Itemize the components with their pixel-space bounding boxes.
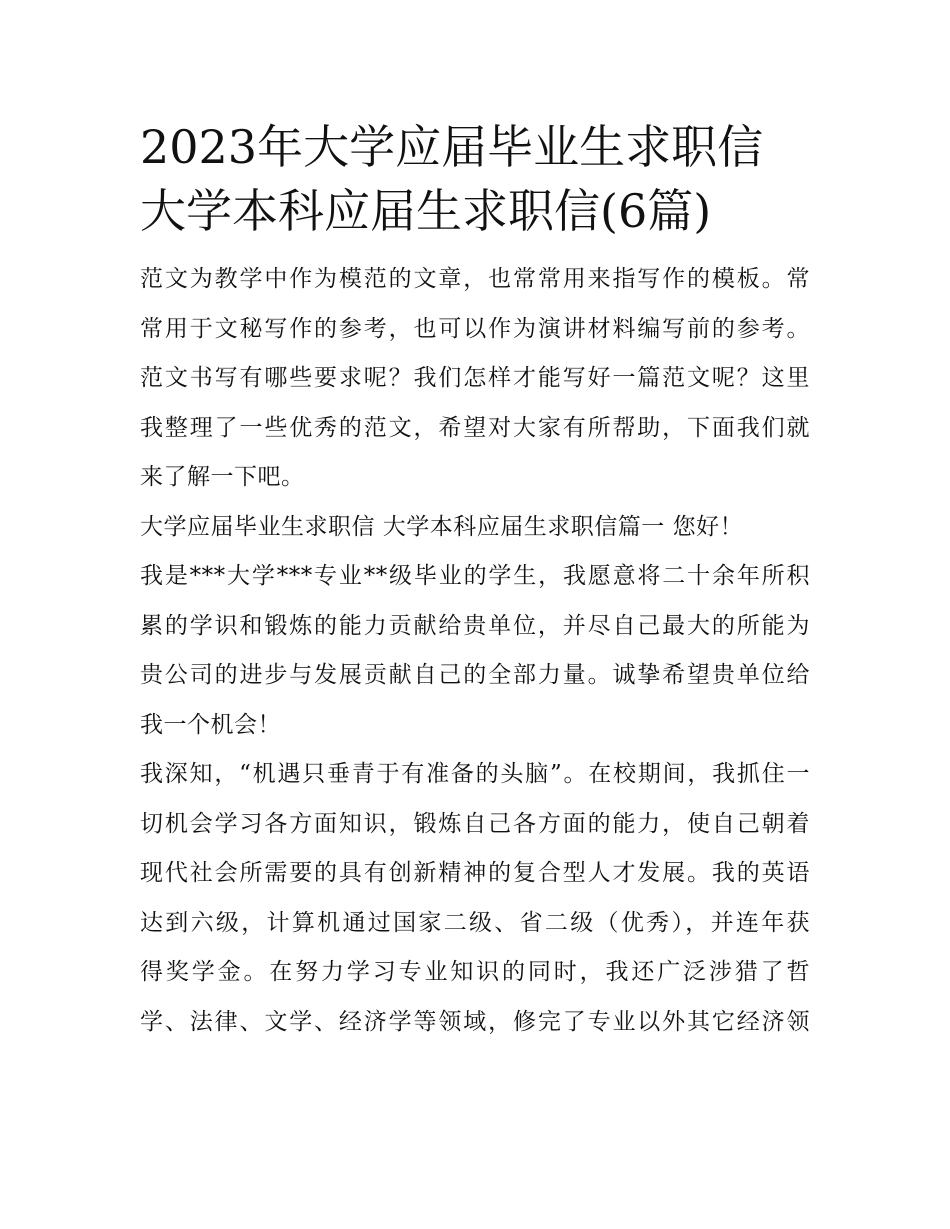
document-page — [140, 115, 810, 1047]
paragraph-line: 学、法律、文学、经济学等领域，修完了专业以外其它经济领 — [140, 1008, 810, 1035]
paragraph-line: 达到六级，计算机通过国家二级、省二级（优秀），并连年获 — [140, 909, 810, 936]
paragraph-line: 切机会学习各方面知识，锻炼自己各方面的能力，使自己朝着 — [140, 810, 810, 837]
paragraph-line: 我一个机会！ — [140, 711, 281, 738]
paragraph-line: 得奖学金。在努力学习专业知识的同时，我还广泛涉猎了哲 — [140, 959, 810, 985]
paragraph-line: 常用于文秘写作的参考，也可以作为演讲材料编写前的参考。 — [140, 315, 810, 342]
paragraph-line: 大学应届毕业生求职信 大学本科应届生求职信篇一 您好！ — [140, 513, 744, 540]
paragraph-line: 范文书写有哪些要求呢？我们怎样才能写好一篇范文呢？这里 — [140, 365, 810, 391]
document-title — [140, 115, 810, 243]
paragraph-line: 我深知，“机遇只垂青于有准备的头脑”。在校期间，我抓住一 — [140, 761, 810, 787]
paragraph-line: 我整理了一些优秀的范文，希望对大家有所帮助，下面我们就 — [140, 414, 810, 441]
paragraph-line: 贵公司的进步与发展贡献自己的全部力量。诚挚希望贵单位给 — [140, 662, 810, 688]
paragraph-line: 我是***大学***专业**级毕业的学生，我愿意将二十余年所积 — [140, 563, 810, 589]
title-line-1: 2023年大学应届毕业生求职信 — [140, 120, 764, 174]
intro-paragraph — [140, 255, 810, 503]
paragraph-line: 现代社会所需要的具有创新精神的复合型人才发展。我的英语 — [140, 860, 810, 886]
paragraph-line: 范文为教学中作为模范的文章，也常常用来指写作的模板。常 — [140, 266, 810, 292]
title-line-2: 大学本科应届生求职信(6篇) — [140, 184, 712, 238]
letter-intro-paragraph — [140, 552, 810, 750]
letter-body-paragraph — [140, 750, 810, 1047]
paragraph-line: 来了解一下吧。 — [140, 464, 305, 490]
paragraph-line: 累的学识和锻炼的能力贡献给贵单位，并尽自己最大的所能为 — [140, 612, 810, 639]
letter-heading-paragraph — [140, 503, 810, 553]
